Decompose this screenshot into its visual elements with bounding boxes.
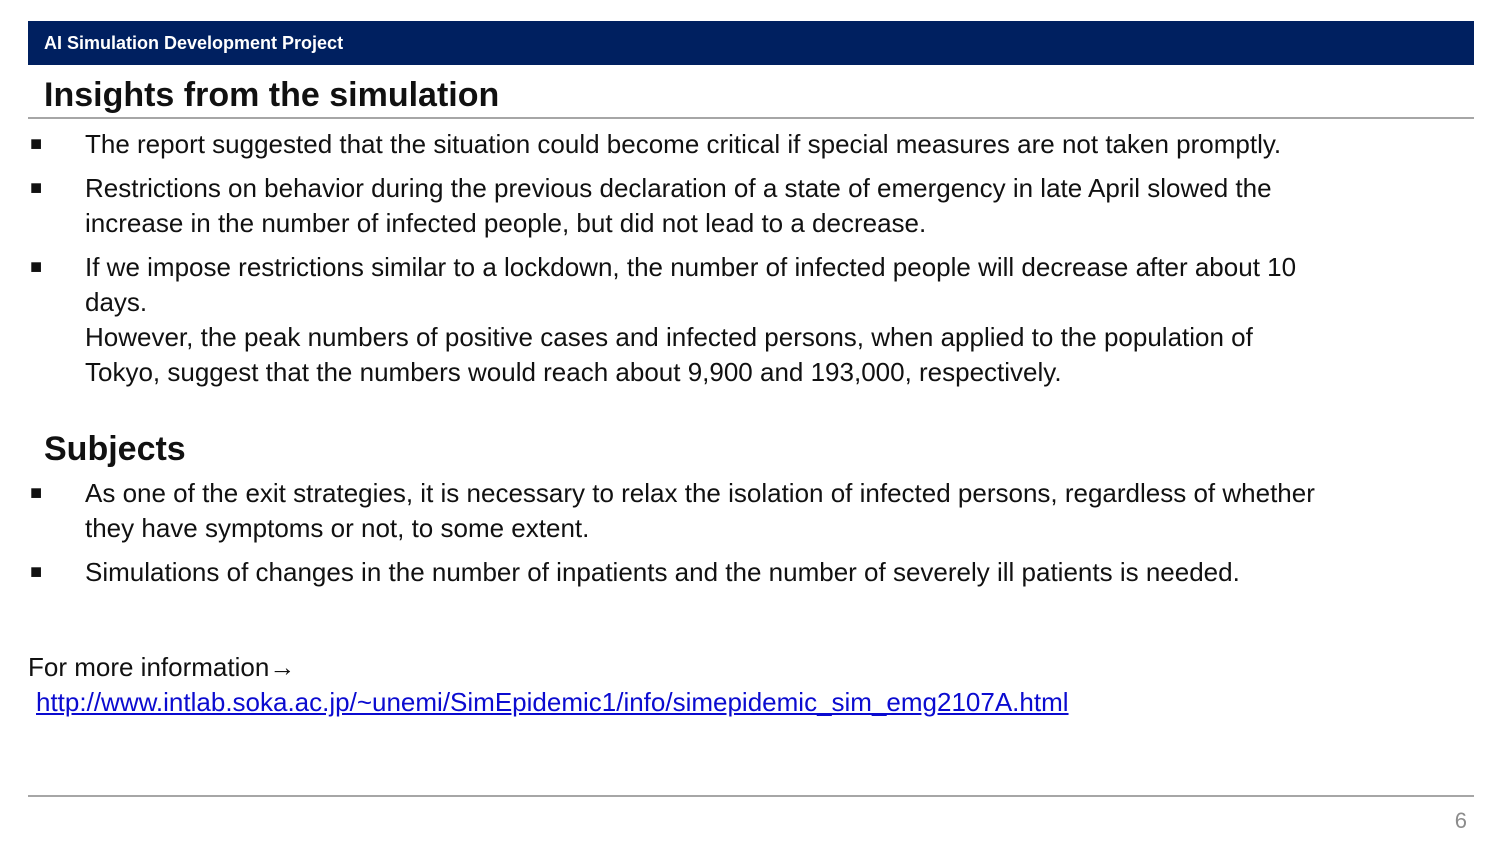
project-title: AI Simulation Development Project [44, 33, 344, 53]
more-info-link[interactable]: http://www.intlab.soka.ac.jp/~unemi/SimEpidemic1/info/simepidemic_sim_emg2107A.html [36, 687, 1069, 717]
more-info [28, 650, 1069, 720]
list-item [28, 250, 1474, 390]
footer-divider [28, 795, 1474, 797]
list-item [28, 555, 1474, 590]
bullet-text: As one of the exit strategies, it is necessary to relax the isolation of infected persons, regardless of whether they have symptoms or not, to some extent. [85, 478, 1315, 543]
square-bullet-icon: ■ [30, 177, 43, 199]
subjects-list [28, 476, 1474, 599]
header-bar [28, 21, 1474, 65]
square-bullet-icon: ■ [30, 561, 43, 583]
bullet-text: Simulations of changes in the number of inpatients and the number of severely ill patients is needed. [85, 557, 1240, 587]
list-item [28, 127, 1474, 162]
more-info-label: For more information→ [28, 652, 296, 682]
list-item [28, 476, 1474, 546]
title-divider [28, 117, 1474, 119]
list-item [28, 171, 1474, 241]
subjects-title: Subjects [44, 430, 186, 468]
square-bullet-icon: ■ [30, 482, 43, 504]
page-number: 6 [1454, 808, 1467, 833]
insights-title: Insights from the simulation [44, 76, 500, 114]
insights-list [28, 127, 1474, 399]
bullet-text: The report suggested that the situation could become critical if special measures are not taken promptly. [85, 129, 1282, 159]
bullet-text: If we impose restrictions similar to a lockdown, the number of infected people will decrease after about 10 days. However, the peak numbers of positive cases and infected persons, when applied to the population of Tokyo, suggest that the numbers would reach about 9,900 and 193,000, respectively. [85, 252, 1297, 387]
square-bullet-icon: ■ [30, 256, 43, 278]
square-bullet-icon: ■ [30, 133, 43, 155]
bullet-text: Restrictions on behavior during the previous declaration of a state of emergency in late April slowed the increase in the number of infected people, but did not lead to a decrease. [85, 173, 1272, 238]
